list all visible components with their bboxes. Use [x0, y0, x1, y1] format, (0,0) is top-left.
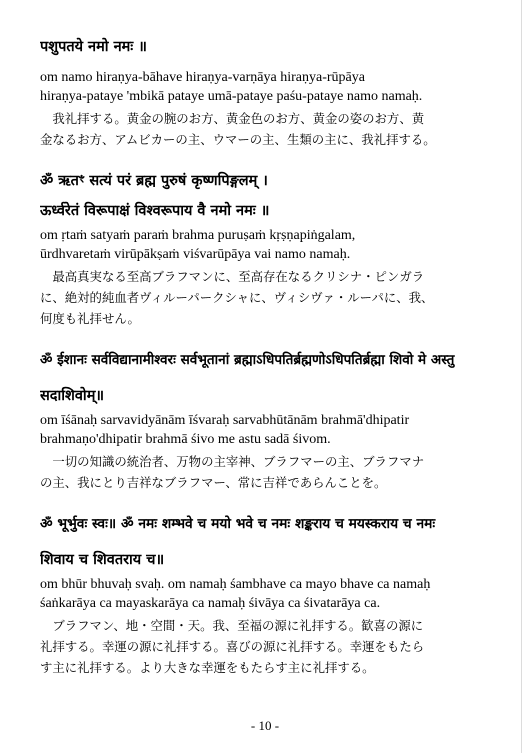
- verse-3-transliteration-line-1: om īśānaḥ sarvavidyānām īśvaraḥ sarvabhūtānām brahmā'dhipatir: [40, 413, 410, 428]
- verse-2-devanagari-line-1: ॐ ऋतꣳ सत्यं परं ब्रह्म पुरुषं कृष्णपिङ्गलम् ।: [40, 172, 268, 189]
- verse-1-transliteration-line-2: hiraṇya-pataye 'mbikā pataye umā-pataye paśu-pataye namo namaḥ.: [40, 89, 423, 104]
- verse-4-japanese-line-3: す主に礼拝する。より大きな幸運をもたらす主に礼拝する。: [40, 660, 375, 675]
- verse-2-transliteration-line-1: om ṛtaṁ satyaṁ paraṁ brahma puruṣaṁ kṛṣṇapiṅgalam,: [40, 228, 356, 243]
- verse-4-japanese-translation: [40, 615, 500, 678]
- verse-4: [40, 513, 500, 678]
- verse-4-japanese-line-1: ブラフマン、地・空間・天。我、至福の源に礼拝する。歓喜の源に: [52, 618, 424, 633]
- verse-3-devanagari-line-1: ॐ ईशानः सर्वविद्यानामीश्वरः सर्वभूतानां ब्रह्माऽधिपतिर्ब्रह्मणोऽधिपतिर्ब्रह्मा शिवो मे अस्तु: [40, 352, 455, 368]
- verse-3-transliteration-line-2: brahmaṇo'dhipatir brahmā śivo me astu sadā śivom.: [40, 432, 331, 447]
- page-content: [40, 36, 500, 678]
- verse-4-japanese-line-2: 礼拝する。幸運の源に礼拝する。喜びの源に礼拝する。幸運をもたら: [40, 639, 425, 654]
- verse-1-devanagari-line-1: पशुपतये नमो नमः ॥: [40, 38, 147, 55]
- verse-1-japanese-translation: [40, 108, 500, 150]
- verse-3-devanagari-line-2: सदाशिवोम्॥: [40, 387, 105, 404]
- verse-2-japanese-line-3: 何度も礼拝せん。: [40, 311, 140, 326]
- verse-2-japanese-line-2: に、絶対的純血者ヴィルーパークシャに、ヴィシヴァ・ルーパに、我、: [40, 290, 434, 305]
- verse-2-japanese-line-1: 最高真実なる至高ブラフマンに、至高存在なるクリシナ・ピンガラ: [52, 269, 425, 284]
- verse-1-japanese-line-1: 我礼拝する。黄金の腕のお方、黄金色のお方、黄金の姿のお方、黄: [52, 111, 425, 126]
- verse-3-japanese-line-2: の主、我にとり吉祥なブラフマー、常に吉祥であらんことを。: [40, 475, 387, 490]
- page-number: - 10 -: [250, 718, 280, 733]
- verse-3-japanese-line-1: 一切の知識の統治者、万物の主宰神、ブラフマーの主、ブラフマナ: [52, 454, 425, 469]
- verse-2-devanagari-line-2: ऊर्ध्वरेतं विरूपाक्षं विश्वरूपाय वै नमो नमः ॥: [40, 202, 270, 219]
- verse-2: [40, 170, 500, 329]
- verse-1: [40, 36, 500, 150]
- verse-4-transliteration-line-2: śaṅkarāya ca mayaskarāya ca namaḥ śivāya ca śivatarāya ca.: [40, 596, 381, 611]
- verse-3-japanese-translation: [40, 451, 500, 493]
- verse-2-transliteration-line-2: ūrdhvaretaṁ virūpākṣaṁ viśvarūpāya vai namo namaḥ.: [40, 247, 351, 262]
- verse-3: [40, 349, 500, 493]
- verse-1-transliteration-line-1: om namo hiraṇya-bāhave hiraṇya-varṇāya hiraṇya-rūpāya: [40, 70, 365, 85]
- verse-1-japanese-line-2: 金なるお方、アムビカーの主、ウマーの主、生類の主に、我礼拝する。: [40, 132, 436, 147]
- verse-4-devanagari-line-2: शिवाय च शिवतराय च॥: [40, 551, 165, 568]
- page-edge-line: [521, 0, 522, 753]
- verse-2-japanese-translation: [40, 266, 500, 329]
- verse-4-transliteration-line-1: om bhūr bhuvaḥ svaḥ. om namaḥ śambhave ca mayo bhave ca namaḥ: [40, 577, 431, 592]
- verse-4-devanagari-line-1: ॐ भूर्भुवः स्वः॥ ॐ नमः शम्भवे च मयो भवे च नमः शङ्कराय च मयस्कराय च नमः: [40, 516, 436, 532]
